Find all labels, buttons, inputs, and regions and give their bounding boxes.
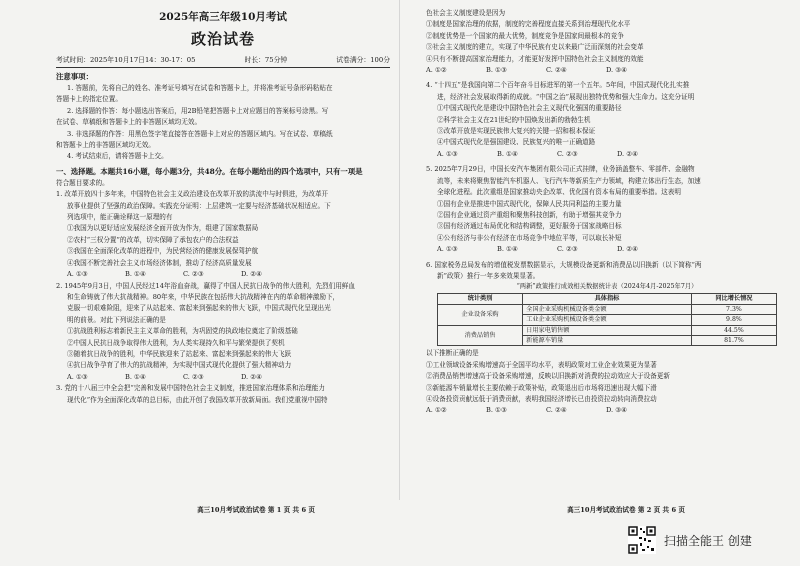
- question-line: ①工业领域设备采购增速高于全国平均水平，表明政策对工业企业效果更为显著: [426, 360, 657, 369]
- option-a[interactable]: A. ①③: [437, 245, 458, 254]
- table-growth-cell: 44.5%: [691, 325, 776, 335]
- table-row: [438, 325, 777, 335]
- question-line: 2. 1945年9月3日，中国人民经过14年浴血奋战，赢得了中国人民抗日战争的伟大胜利，先烈们用鲜血: [56, 281, 356, 290]
- exam-time: 考试时间：2025年10月17日14：30-17：05: [56, 56, 196, 64]
- question-line: ④中国式现代化是强国建设、民族复兴的唯一正确道路: [437, 138, 596, 147]
- option-c[interactable]: C. ②③: [557, 149, 578, 158]
- question-3: [56, 383, 390, 406]
- question-line: 放事业提供了坚强的政治保障。实践充分证明：上层建筑一定要与经济基础状况相适应。下: [67, 201, 331, 210]
- notice-line: 和答题卡上的非答题区域均无效。: [56, 141, 155, 150]
- table-indicator-cell: 工业企业采购机械设备类金额: [523, 315, 692, 325]
- answer-options: [426, 65, 786, 76]
- question-line: 以下推断正确的是: [426, 349, 479, 358]
- table-header-row: [438, 294, 777, 304]
- question-line: ①我国为以更好适应发展经济全面开放为作为，组建了国家数据局: [67, 224, 259, 233]
- table-header-cell: 统计类别: [438, 294, 523, 304]
- question-line: 1. 改革开放四十多年来，中国特色社会主义政治建设在改革开放的洪流中与时俱进，为改革开: [56, 190, 329, 199]
- question-5: [426, 164, 786, 255]
- option-c[interactable]: C. ②③: [183, 372, 204, 381]
- question-line: ③社会主义制度的建立，实现了中华民族有史以来最广泛而深刻的社会变革: [426, 43, 644, 52]
- question-2: [56, 281, 390, 384]
- question-line: ①抗战胜利标志着新民主主义革命的胜利，为巩固党的执政地位奠定了阶级基础: [67, 327, 298, 336]
- notice-line: 答题卡上的指定位置。: [56, 95, 122, 104]
- table-growth-cell: 81.7%: [691, 335, 776, 345]
- page-footer: 高三10月考试政治试卷 第 2 页 共 6 页: [567, 506, 685, 514]
- option-a[interactable]: A. ①③: [437, 149, 458, 158]
- table-indicator-cell: 日用家电销售额: [523, 325, 692, 335]
- question-line: 和生命铸就了伟大抗战精神。80年来，中华民族在包括伟大抗战精神在内的革命精神激励下，: [67, 292, 340, 301]
- answer-options: [426, 244, 786, 255]
- option-a[interactable]: A. ①②: [426, 66, 447, 75]
- table-growth-cell: 9.8%: [691, 315, 776, 325]
- option-b[interactable]: B. ①③: [486, 406, 507, 415]
- question-line: 列选项中，能正确诠释这一原理的有: [67, 213, 173, 222]
- question-1: [56, 189, 390, 280]
- option-a[interactable]: A. ①②: [426, 406, 447, 415]
- question-line: ②中国人民抗日战争取得伟大胜利，为人类实现持久和平与繁荣提供了契机: [67, 338, 285, 347]
- exam-duration: 时长：75分钟: [244, 56, 288, 64]
- notice-block: [56, 83, 390, 163]
- section-heading: 一、选择题。本题共16小题，每小题3分，共48分。在每小题给出的四个选项中，只有一项是: [56, 166, 363, 176]
- question-line: 新”政策）推行一年多来效果显著。: [437, 271, 540, 280]
- exam-title: 2025年高三年级10月考试: [159, 11, 287, 23]
- question-line: ④设备投资贡献远低于消费贡献，表明我国经济增长已由投资拉动转向消费拉动: [426, 395, 657, 403]
- question-line: ③国有经济通过布局优化和结构调整，更好服务于国家战略目标: [437, 222, 622, 231]
- notice-line: 2. 选择题的作答：每小题选出答案后，用2B铅笔把答题卡上对应题目的答案标号涂黑。写: [67, 106, 329, 115]
- stats-table: [437, 293, 777, 346]
- notice-heading: 注意事项：: [56, 72, 93, 81]
- question-line: ③改革开放是实现民族伟大复兴的关键一招和根本保证: [437, 127, 596, 136]
- option-d[interactable]: D. ②④: [617, 245, 639, 254]
- table-caption: “两新”政策推行成效相关数据统计表（2024年4月-2025年7月）: [516, 283, 698, 291]
- table-growth-cell: 7.3%: [691, 304, 776, 314]
- section-heading-cont: 符合题目要求的。: [56, 178, 109, 187]
- question-line: ③随着抗日战争的胜利，中华民族迎来了站起来、富起来到强起来的伟大飞跃: [67, 349, 292, 358]
- answer-options: [56, 372, 390, 383]
- exam-full-score: 试卷满分：100分: [336, 56, 390, 64]
- question-line: 6. 国家税务总局发布的增值税发票数据显示，大规模设备更新和消费品以旧换新（以下简称“两: [426, 260, 702, 269]
- question-line: ④抗日战争孕育了伟大的抗战精神，为实现中国式现代化提供了强大精神动力: [67, 361, 292, 370]
- right-page: [400, 0, 800, 566]
- question-line: 5. 2025年7月29日，中国长安汽车集团有限公司正式挂牌，业务涵盖整车、零部件、金融物: [426, 165, 695, 174]
- question-line: 现代化”作为全面深化改革的总目标，由此开创了我国改革开放新局面。我们党重视中国特: [67, 395, 328, 404]
- exam-info-bar: [56, 54, 390, 68]
- question-line: ②农村“三权分置”的改革，切实保障了承包农户的合法权益: [67, 235, 239, 244]
- answer-options: [426, 149, 786, 160]
- question-line: ①国有企业是推进中国式现代化，保障人民共同利益的主要力量: [437, 199, 622, 208]
- notice-line: 1. 答题前，先将自己的姓名、准考证号填写在试卷和答题卡上，并将准考证号条形码粘贴在: [67, 84, 333, 92]
- question-line: ②国有企业通过资产重组和聚焦科技创新，有助于增强其竞争力: [437, 210, 622, 219]
- table-row: [438, 304, 777, 314]
- table-category-cell: 企业设备采购: [438, 304, 523, 325]
- option-b[interactable]: B. ①④: [125, 270, 146, 279]
- notice-line: 3. 非选择题的作答：用黑色签字笔直接答在答题卡上对应的答题区域内。写在试卷、草稿纸: [67, 129, 333, 138]
- option-b[interactable]: B. ①④: [125, 372, 146, 381]
- table-category-cell: 消费品销售: [438, 325, 523, 346]
- question-line: ②消费品销售增速高于设备采购增速，反映以旧换新对消费的拉动效应大于设备更新: [426, 372, 670, 381]
- answer-options: [56, 269, 390, 280]
- question-line: 克服一切艰难险阻，迎来了从站起来、富起来到强起来的伟大飞跃，中国式现代化呈现出光: [67, 304, 331, 313]
- table-header-cell: 具体指标: [523, 294, 692, 304]
- question-line: 4. “十四五”是我国向第二个百年奋斗目标进军的第一个五年。5年间，中国式现代化扎实推: [426, 81, 690, 90]
- question-line: 全球化进程。此次重组是国家推动央企改革、优化国有资本布局的重要举措。这表明: [437, 188, 681, 197]
- question-line: 3. 党的十八届三中全会把“完善和发展中国特色社会主义制度，推进国家治理体系和治理能力: [56, 384, 325, 393]
- question-line: ④只有不断提高国家治理能力，才能更好发挥中国特色社会主义制度的效能: [426, 54, 644, 63]
- page-footer: 高三10月考试政治试卷 第 1 页 共 6 页: [197, 506, 315, 514]
- table-indicator-cell: 新能源车销量: [523, 335, 692, 345]
- scanner-brand-watermark: 扫描全能王 创建: [664, 534, 752, 548]
- question-line: 流等，未来将聚焦智能汽车机器人、飞行汽车等新质生产力领域，构建立体出行生态，加速: [437, 176, 701, 185]
- question-line: ③我国在全面深化改革的进程中，为民营经济的健康发展保驾护航: [67, 247, 259, 256]
- question-line: ①制度是国家治理的依据，制度的完善程度直接关系到治理现代化水平: [426, 20, 631, 29]
- question-line: ④公有经济与非公有经济在市场竞争中地位平等，可以取长补短: [437, 233, 622, 242]
- question-line: ④我国不断完善社会主义市场经济体制，推动了经济高质量发展: [67, 258, 252, 267]
- question-line: 明的前景。对此下列说法正确的是: [67, 315, 166, 324]
- question-line: 进，经济社会发展取得新的成就。“中国之治”展现出独特优势和强大生命力。这充分证明: [437, 92, 695, 101]
- option-c[interactable]: C. ②③: [557, 245, 578, 254]
- question-line: ②科学社会主义在21世纪的中国焕发出新的勃勃生机: [437, 115, 591, 124]
- question-6: [426, 260, 786, 417]
- question-3-cont: [426, 8, 786, 76]
- option-d[interactable]: D. ③④: [606, 406, 628, 415]
- option-a[interactable]: A. ①③: [67, 270, 88, 279]
- option-a[interactable]: A. ①③: [67, 372, 88, 381]
- qr-code-icon: [628, 526, 656, 554]
- question-line: ①中国式现代化是建设中国特色社会主义现代化强国的重要路径: [437, 104, 622, 113]
- answer-options: [426, 405, 786, 416]
- table-header-cell: 同比增长情况: [691, 294, 776, 304]
- question-line: ③新能源车销量增长主要依赖于政策补贴，政策退出后市场将迅速出现大幅下滑: [426, 383, 657, 392]
- option-c[interactable]: C. ②③: [183, 270, 204, 279]
- option-b[interactable]: B. ①④: [497, 149, 518, 158]
- question-line: 色社会主义制度建设是因为: [426, 9, 506, 17]
- option-b[interactable]: B. ①③: [486, 66, 507, 75]
- paper-subject: 政治试卷: [190, 30, 255, 48]
- option-d[interactable]: D. ②④: [617, 149, 639, 158]
- option-c[interactable]: C. ②④: [546, 406, 567, 415]
- notice-line: 4. 考试结束后，请将答题卡上交。: [67, 152, 168, 161]
- option-d[interactable]: D. ③④: [606, 66, 628, 75]
- notice-line: 在试卷、草稿纸和答题卡上的非答题区域均无效。: [56, 118, 202, 127]
- option-d[interactable]: D. ②④: [241, 270, 263, 279]
- option-c[interactable]: C. ②④: [546, 66, 567, 75]
- table-indicator-cell: 全国企业采购机械设备类金额: [523, 304, 692, 314]
- question-4: [426, 80, 786, 160]
- option-d[interactable]: D. ②④: [241, 372, 263, 381]
- question-line: ②制度优势是一个国家的最大优势，制度竞争是国家间最根本的竞争: [426, 31, 624, 40]
- option-b[interactable]: B. ①④: [497, 245, 518, 254]
